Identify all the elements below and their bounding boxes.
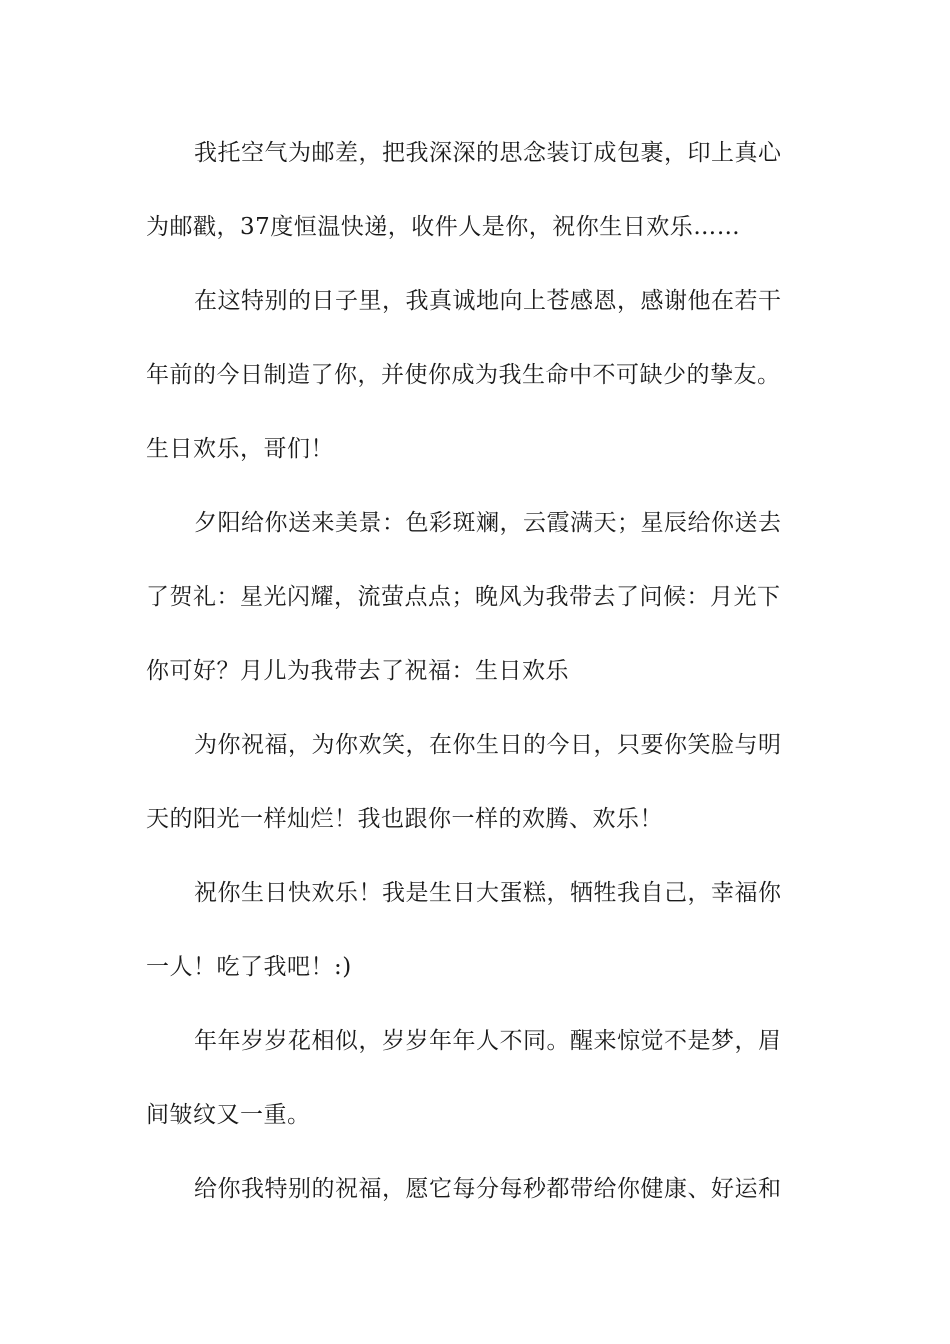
text-line: 了贺礼：星光闪耀，流萤点点；晚风为我带去了问候：月光下 <box>146 584 781 610</box>
text-line: 一人！吃了我吧！:) <box>146 954 352 980</box>
text-line: 在这特别的日子里，我真诚地向上苍感恩，感谢他在若干 <box>194 288 782 314</box>
text-line: 生日欢乐，哥们！ <box>146 436 334 462</box>
text-line: 年前的今日制造了你，并使你成为我生命中不可缺少的挚友。 <box>146 362 781 388</box>
text-line: 祝你生日快欢乐！我是生日大蛋糕，牺牲我自己，幸福你 <box>194 880 782 906</box>
text-line: 给你我特别的祝福，愿它每分每秒都带给你健康、好运和 <box>194 1176 782 1202</box>
text-line: 夕阳给你送来美景：色彩斑斓，云霞满天；星辰给你送去 <box>194 510 782 536</box>
text-line: 为邮戳，37度恒温快递，收件人是你，祝你生日欢乐…… <box>146 214 741 240</box>
text-line: 我托空气为邮差，把我深深的思念装订成包裹，印上真心 <box>194 140 782 166</box>
text-line: 天的阳光一样灿烂！我也跟你一样的欢腾、欢乐！ <box>146 806 663 832</box>
text-line: 为你祝福，为你欢笑，在你生日的今日，只要你笑脸与明 <box>194 732 782 758</box>
text-line: 间皱纹又一重。 <box>146 1102 311 1128</box>
text-line: 年年岁岁花相似，岁岁年年人不同。醒来惊觉不是梦，眉 <box>194 1028 782 1054</box>
text-line: 你可好？月儿为我带去了祝福：生日欢乐 <box>146 658 569 684</box>
